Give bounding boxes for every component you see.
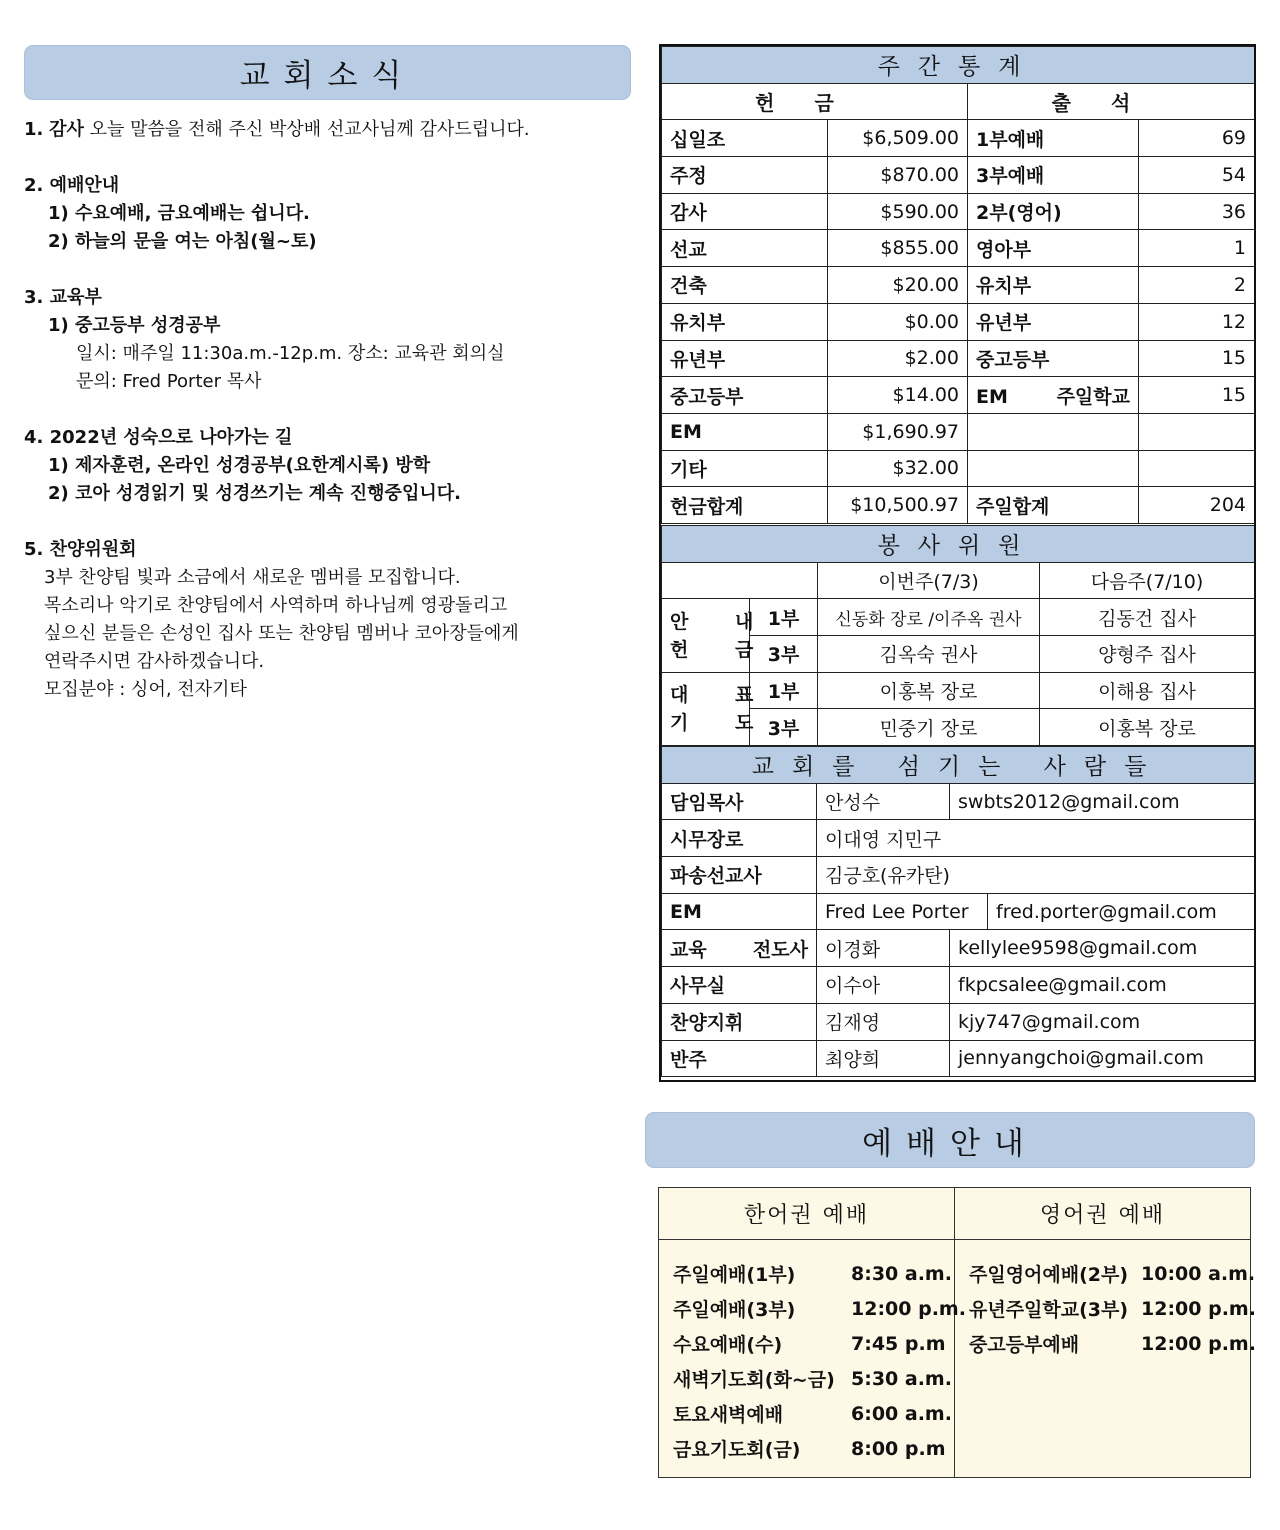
staff-role: 파송선교사: [662, 857, 817, 894]
table-row: [662, 340, 1255, 377]
list-item: [673, 1396, 954, 1431]
volunteer-this-week: 신동화 장로 /이주옥 권사: [818, 599, 1040, 636]
offering-label: 건축: [662, 267, 828, 304]
this-week-header: 이번주(7/3): [818, 562, 1040, 599]
table-row: [662, 303, 1255, 340]
service-time: 8:00 p.m: [851, 1437, 946, 1460]
offering-label: 중고등부: [662, 377, 828, 414]
news-s4-line: 1) 제자훈련, 온라인 성경공부(요한계시록) 방학: [48, 455, 431, 476]
staff-role: 교육 전도사: [662, 930, 817, 967]
table-row: [662, 230, 1255, 267]
news-s5-line: 싶으신 분들은 손성인 집사 또는 찬양팀 멤버나 코아장들에게: [44, 623, 519, 644]
korean-worship-column: [659, 1188, 966, 1477]
volunteer-next-week: 이해용 집사: [1040, 672, 1255, 709]
usher-offering-label: [662, 599, 774, 672]
table-row: [662, 487, 1255, 524]
attendance-label: 3부예배: [968, 157, 1139, 194]
service-name: 중고등부예배: [969, 1334, 1080, 1356]
staff-name: 김재영: [817, 1003, 950, 1040]
staff-name: Fred Lee Porter: [817, 893, 988, 930]
news-s2-line: 2) 하늘의 문을 여는 아침(월~토): [48, 231, 317, 252]
service-time: 5:30 a.m.: [851, 1367, 952, 1390]
prayer-label-line: 기 도: [670, 711, 774, 734]
attendance-label: 1부예배: [968, 120, 1139, 157]
korean-worship-header: 한어권 예배: [659, 1188, 954, 1240]
news-title: 교회소식: [24, 45, 631, 100]
offering-amount: $32.00: [828, 450, 968, 487]
table-row: [662, 857, 1255, 894]
offering-label: 유년부: [662, 340, 828, 377]
list-item: [969, 1256, 1256, 1291]
staff-email: kjy747@gmail.com: [950, 1003, 1255, 1040]
attendance-label: 영아부: [968, 230, 1139, 267]
service-name: 새벽기도회(화~금): [673, 1369, 835, 1391]
usher-label-line: 안 내: [670, 610, 774, 633]
prayer-label-line: 대 표: [670, 683, 774, 706]
staff-role: 반주: [662, 1040, 817, 1077]
staff-role: 사무실: [662, 967, 817, 1004]
empty-cell: [968, 413, 1139, 450]
worship-schedule: [658, 1187, 1256, 1478]
table-row: [662, 267, 1255, 304]
table-row: [662, 377, 1255, 414]
news-s4-head: 4. 2022년 성숙으로 나아가는 길: [24, 427, 293, 448]
volunteers-table: [661, 525, 1255, 746]
table-row: [662, 783, 1255, 820]
volunteer-this-week: 이홍복 장로: [818, 672, 1040, 709]
attendance-count: 1: [1139, 230, 1255, 267]
table-row: [662, 450, 1255, 487]
staff-name: 최양희: [817, 1040, 950, 1077]
staff-name: 안성수: [817, 783, 950, 820]
offering-label: 유치부: [662, 303, 828, 340]
news-s3-head: 3. 교육부: [24, 287, 102, 308]
news-s3-line: 일시: 매주일 11:30a.m.-12p.m. 장소: 교육관 회의실: [76, 343, 505, 364]
service-time: 7:45 p.m: [851, 1332, 946, 1355]
offering-label: 주정: [662, 157, 828, 194]
service-label: 3부: [750, 636, 818, 673]
worship-title: 예배안내: [645, 1112, 1255, 1168]
staff-name: 이대영 지민구: [817, 820, 1255, 857]
offering-label: EM: [662, 413, 828, 450]
attendance-total: 204: [1139, 487, 1255, 524]
staff-name: 이경화: [817, 930, 950, 967]
offering-amount: $870.00: [828, 157, 968, 194]
offering-header: 헌금: [662, 83, 968, 120]
service-name: 유년주일학교(3부): [969, 1299, 1129, 1321]
list-item: [673, 1361, 954, 1396]
table-row: [662, 120, 1255, 157]
attendance-count: 69: [1139, 120, 1255, 157]
attendance-count: 12: [1139, 303, 1255, 340]
volunteer-this-week: 김옥숙 권사: [818, 636, 1040, 673]
attendance-count: 15: [1139, 340, 1255, 377]
attendance-label: 2부(영어): [968, 193, 1139, 230]
service-time: 12:00 p.m.: [851, 1297, 966, 1320]
news-s2-line: 1) 수요예배, 금요예배는 쉽니다.: [48, 203, 310, 224]
list-item: [673, 1291, 966, 1326]
news-s1-head: 감사: [49, 119, 84, 140]
stats-title: 주간통계: [662, 47, 1255, 84]
news-s2-head: 2. 예배안내: [24, 175, 120, 196]
volunteer-next-week: 양형주 집사: [1040, 636, 1255, 673]
news-section-thanks: [24, 116, 644, 144]
offering-amount: $14.00: [828, 377, 968, 414]
attendance-label: 유치부: [968, 267, 1139, 304]
news-section-maturity: [24, 424, 644, 508]
service-name: 주일예배(1부): [673, 1264, 796, 1286]
attendance-count: 36: [1139, 193, 1255, 230]
empty-cell: [1139, 413, 1255, 450]
attendance-label: EM 주일학교: [968, 377, 1139, 414]
list-item: [969, 1291, 1256, 1326]
volunteer-next-week: 김동건 집사: [1040, 599, 1255, 636]
table-row: [662, 599, 1255, 636]
offering-amount: $20.00: [828, 267, 968, 304]
offering-label: 선교: [662, 230, 828, 267]
service-time: 12:00 p.m.: [1141, 1332, 1256, 1355]
table-row: [662, 672, 1255, 709]
staff-role: 담임목사: [662, 783, 817, 820]
staff-name: 김긍호(유카탄): [817, 857, 1255, 894]
news-s3-line: 문의: Fred Porter 목사: [76, 371, 262, 392]
staff-email: jennyangchoi@gmail.com: [950, 1040, 1255, 1077]
news-section-worship: [24, 172, 644, 256]
representative-prayer-label: [662, 672, 774, 745]
service-time: 12:00 p.m.: [1141, 1297, 1256, 1320]
service-name: 주일영어예배(2부): [969, 1264, 1129, 1286]
table-row: [662, 157, 1255, 194]
news-s5-line: 3부 찬양팀 빛과 소금에서 새로운 멤버를 모집합니다.: [44, 567, 461, 588]
offering-label: 감사: [662, 193, 828, 230]
service-name: 토요새벽예배: [673, 1404, 784, 1426]
staff-email: kellylee9598@gmail.com: [950, 930, 1255, 967]
service-time: 10:00 a.m.: [1141, 1262, 1256, 1285]
staff-role: 찬양지휘: [662, 1003, 817, 1040]
service-label: 1부: [750, 599, 818, 636]
offering-label: 십일조: [662, 120, 828, 157]
service-name: 금요기도회(금): [673, 1439, 801, 1461]
news-s5-line: 연락주시면 감사하겠습니다.: [44, 651, 265, 672]
staff-role: EM: [662, 893, 817, 930]
table-row: [662, 893, 1255, 930]
service-time: 8:30 a.m.: [851, 1262, 952, 1285]
staff-email: swbts2012@gmail.com: [950, 783, 1255, 820]
news-s5-head: 5. 찬양위원회: [24, 539, 137, 560]
staff-title: 교회를 섬기는 사람들: [662, 747, 1255, 784]
list-item: [673, 1326, 954, 1361]
news-s3-line: 1) 중고등부 성경공부: [48, 315, 221, 336]
staff-email: fred.porter@gmail.com: [988, 893, 1255, 930]
attendance-count: 54: [1139, 157, 1255, 194]
list-item: [673, 1431, 954, 1466]
news-s1-text: 오늘 말씀을 전해 주신 박상배 선교사님께 감사드립니다.: [89, 119, 530, 140]
table-row: [662, 193, 1255, 230]
table-row: [662, 967, 1255, 1004]
list-item: [969, 1326, 1256, 1361]
attendance-total-label: 주일합계: [968, 487, 1139, 524]
list-item: [673, 1256, 954, 1291]
offering-total: $10,500.97: [828, 487, 968, 524]
english-worship-column: [955, 1188, 1256, 1477]
usher-label-line: 헌 금: [670, 638, 774, 661]
news-section-education: [24, 284, 644, 396]
service-label: 3부: [750, 709, 818, 746]
empty-cell: [1139, 450, 1255, 487]
staff-email: fkpcsalee@gmail.com: [950, 967, 1255, 1004]
next-week-header: 다음주(7/10): [1040, 562, 1255, 599]
news-s4-line: 2) 코아 성경읽기 및 성경쓰기는 계속 진행중입니다.: [48, 483, 461, 504]
table-row: [662, 820, 1255, 857]
service-time: 6:00 a.m.: [851, 1402, 952, 1425]
service-name: 수요예배(수): [673, 1334, 783, 1356]
news-section-choir: [24, 536, 644, 704]
offering-label: 기타: [662, 450, 828, 487]
empty-cell: [662, 562, 818, 599]
news-s5-line: 목소리나 악기로 찬양팀에서 사역하며 하나님께 영광돌리고: [44, 595, 508, 616]
attendance-count: 15: [1139, 377, 1255, 414]
service-label: 1부: [750, 672, 818, 709]
staff-table: [661, 746, 1255, 1077]
table-row: [662, 413, 1255, 450]
empty-cell: [968, 450, 1139, 487]
volunteer-this-week: 민중기 장로: [818, 709, 1040, 746]
offering-amount: $1,690.97: [828, 413, 968, 450]
offering-amount: $590.00: [828, 193, 968, 230]
offering-amount: $6,509.00: [828, 120, 968, 157]
offering-amount: $0.00: [828, 303, 968, 340]
service-name: 주일예배(3부): [673, 1299, 796, 1321]
volunteers-title: 봉사위원: [662, 526, 1255, 563]
staff-name: 이수아: [817, 967, 950, 1004]
english-worship-header: 영어권 예배: [955, 1188, 1250, 1240]
offering-amount: $2.00: [828, 340, 968, 377]
volunteer-next-week: 이홍복 장로: [1040, 709, 1255, 746]
table-row: [662, 1040, 1255, 1077]
news-s1-num: 1.: [24, 119, 44, 140]
staff-role: 시무장로: [662, 820, 817, 857]
table-row: [662, 1003, 1255, 1040]
news-body: [24, 116, 644, 732]
attendance-count: 2: [1139, 267, 1255, 304]
attendance-label: 중고등부: [968, 340, 1139, 377]
news-s5-line: 모집분야 : 싱어, 전자기타: [44, 679, 247, 700]
attendance-header: 출석: [968, 83, 1255, 120]
weekly-stats-table: [661, 46, 1255, 524]
table-row: [662, 930, 1255, 967]
attendance-label: 유년부: [968, 303, 1139, 340]
offering-amount: $855.00: [828, 230, 968, 267]
offering-total-label: 헌금합계: [662, 487, 828, 524]
